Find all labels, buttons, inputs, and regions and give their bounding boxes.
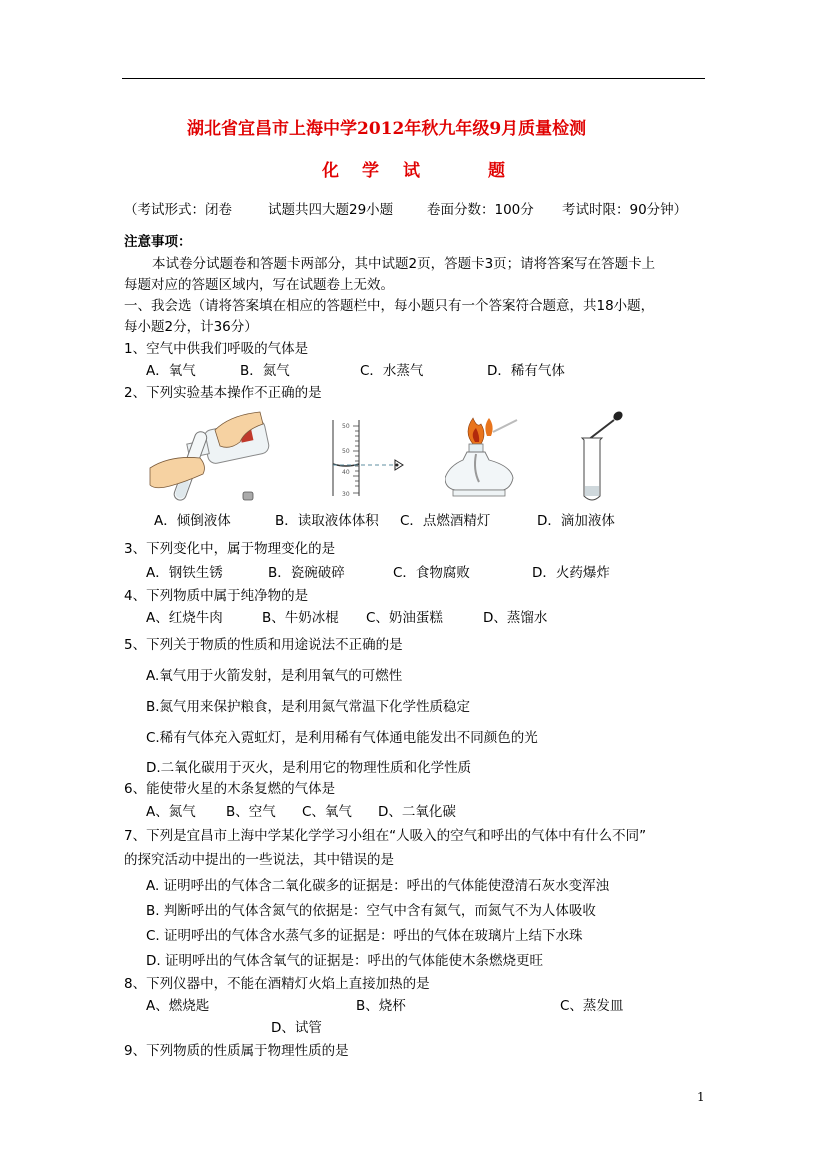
- option-d: D．滴加液体: [537, 513, 615, 529]
- option-d: D、蒸馏水: [483, 610, 548, 626]
- section-heading: 一、我会选（请将答案填在相应的答题栏中，每小题只有一个答案符合题意，共18小题，: [124, 298, 655, 314]
- alcohol-lamp-figure: [445, 410, 525, 505]
- graduated-cylinder-figure: [315, 420, 415, 500]
- option-b: B．读取液体体积: [275, 513, 379, 529]
- subject-char: 试: [403, 161, 420, 181]
- question-stem: 9、下列物质的性质属于物理性质的是: [124, 1043, 349, 1059]
- option-b: B、空气: [226, 804, 276, 820]
- option-b: B．氮气: [240, 363, 290, 379]
- notice-line: 每题对应的答题区域内，写在试题卷上无效。: [124, 277, 394, 293]
- notice-line: 本试卷分试题卷和答题卡两部分，其中试题2页，答题卡3页；请将答案写在答题卡上: [152, 256, 656, 272]
- option-a: A．钢铁生锈: [146, 565, 223, 581]
- option-c: C．点燃酒精灯: [400, 513, 491, 529]
- question-stem: 5、下列关于物质的性质和用途说法不正确的是: [124, 637, 403, 653]
- question-stem: 3、下列变化中，属于物理变化的是: [124, 541, 336, 557]
- option-c: C. 证明呼出的气体含水蒸气多的证据是：呼出的气体在玻璃片上结下水珠: [146, 928, 583, 944]
- exam-format: （考试形式：闭卷: [124, 202, 232, 218]
- option-c: C．食物腐败: [393, 565, 470, 581]
- question-stem: 8、下列仪器中，不能在酒精灯火焰上直接加热的是: [124, 976, 430, 992]
- option-a: A.氧气用于火箭发射，是利用氧气的可燃性: [146, 668, 403, 684]
- cylinder-tick-label: 50: [342, 448, 350, 455]
- option-a: A、氮气: [146, 804, 196, 820]
- notice-heading: 注意事项：: [124, 234, 192, 250]
- option-b: B.氮气用来保护粮食，是利用氮气常温下化学性质稳定: [146, 699, 471, 715]
- total-score: 卷面分数：100分: [427, 202, 534, 218]
- dropper-figure: [580, 408, 630, 504]
- option-b: B．瓷碗破碎: [268, 565, 345, 581]
- option-c: C、蒸发皿: [560, 998, 624, 1014]
- option-a: A．倾倒液体: [154, 513, 231, 529]
- option-c: C、奶油蛋糕: [366, 610, 443, 626]
- question-count: 试题共四大题29小题: [268, 202, 394, 218]
- option-c: C.稀有气体充入霓虹灯，是利用稀有气体通电能发出不同颜色的光: [146, 730, 538, 746]
- option-c: C．水蒸气: [360, 363, 424, 379]
- cylinder-tick-label: 50: [342, 423, 350, 430]
- option-c: C、氧气: [302, 804, 352, 820]
- section-heading: 每小题2分，计36分）: [124, 319, 258, 335]
- option-d: D.二氧化碳用于灭火，是利用它的物理性质和化学性质: [146, 760, 472, 776]
- subject-char: 化: [322, 161, 339, 181]
- question-stem: 6、能使带火星的木条复燃的气体是: [124, 781, 336, 797]
- option-b: B、牛奶冰棍: [262, 610, 339, 626]
- header-rule: [122, 78, 705, 79]
- option-d: D. 证明呼出的气体含氧气的证据是：呼出的气体能使木条燃烧更旺: [146, 953, 543, 969]
- option-d: D．稀有气体: [487, 363, 565, 379]
- page-number: 1: [697, 1090, 705, 1104]
- cylinder-tick-label: 40: [342, 469, 350, 476]
- subject-char: 题: [488, 161, 505, 181]
- option-a: A、燃烧匙: [146, 998, 210, 1014]
- question-stem: 1、空气中供我们呼吸的气体是: [124, 341, 309, 357]
- cylinder-tick-label: 30: [342, 491, 350, 498]
- pouring-liquid-figure: [145, 410, 280, 510]
- option-a: A．氧气: [146, 363, 196, 379]
- option-a: A、红烧牛肉: [146, 610, 223, 626]
- option-d: D．火药爆炸: [532, 565, 610, 581]
- question-stem: 4、下列物质中属于纯净物的是: [124, 588, 309, 604]
- option-d: D、二氧化碳: [378, 804, 456, 820]
- option-d: D、试管: [271, 1020, 322, 1036]
- question-stem: 2、下列实验基本操作不正确的是: [124, 385, 322, 401]
- subject-char: 学: [362, 161, 379, 181]
- page-title: 湖北省宜昌市上海中学2012年秋九年级9月质量检测: [187, 119, 587, 139]
- time-limit: 考试时限：90分钟）: [562, 202, 688, 218]
- option-a: A. 证明呼出的气体含二氧化碳多的证据是：呼出的气体能使澄清石灰水变浑浊: [146, 878, 610, 894]
- question-stem: 7、下列是宜昌市上海中学某化学学习小组在“人吸入的空气和呼出的气体中有什么不同”: [124, 828, 647, 844]
- option-b: B. 判断呼出的气体含氮气的依据是：空气中含有氮气，而氮气不为人体吸收: [146, 903, 596, 919]
- question-stem-cont: 的探究活动中提出的一些说法，其中错误的是: [124, 852, 394, 868]
- option-b: B、烧杯: [356, 998, 406, 1014]
